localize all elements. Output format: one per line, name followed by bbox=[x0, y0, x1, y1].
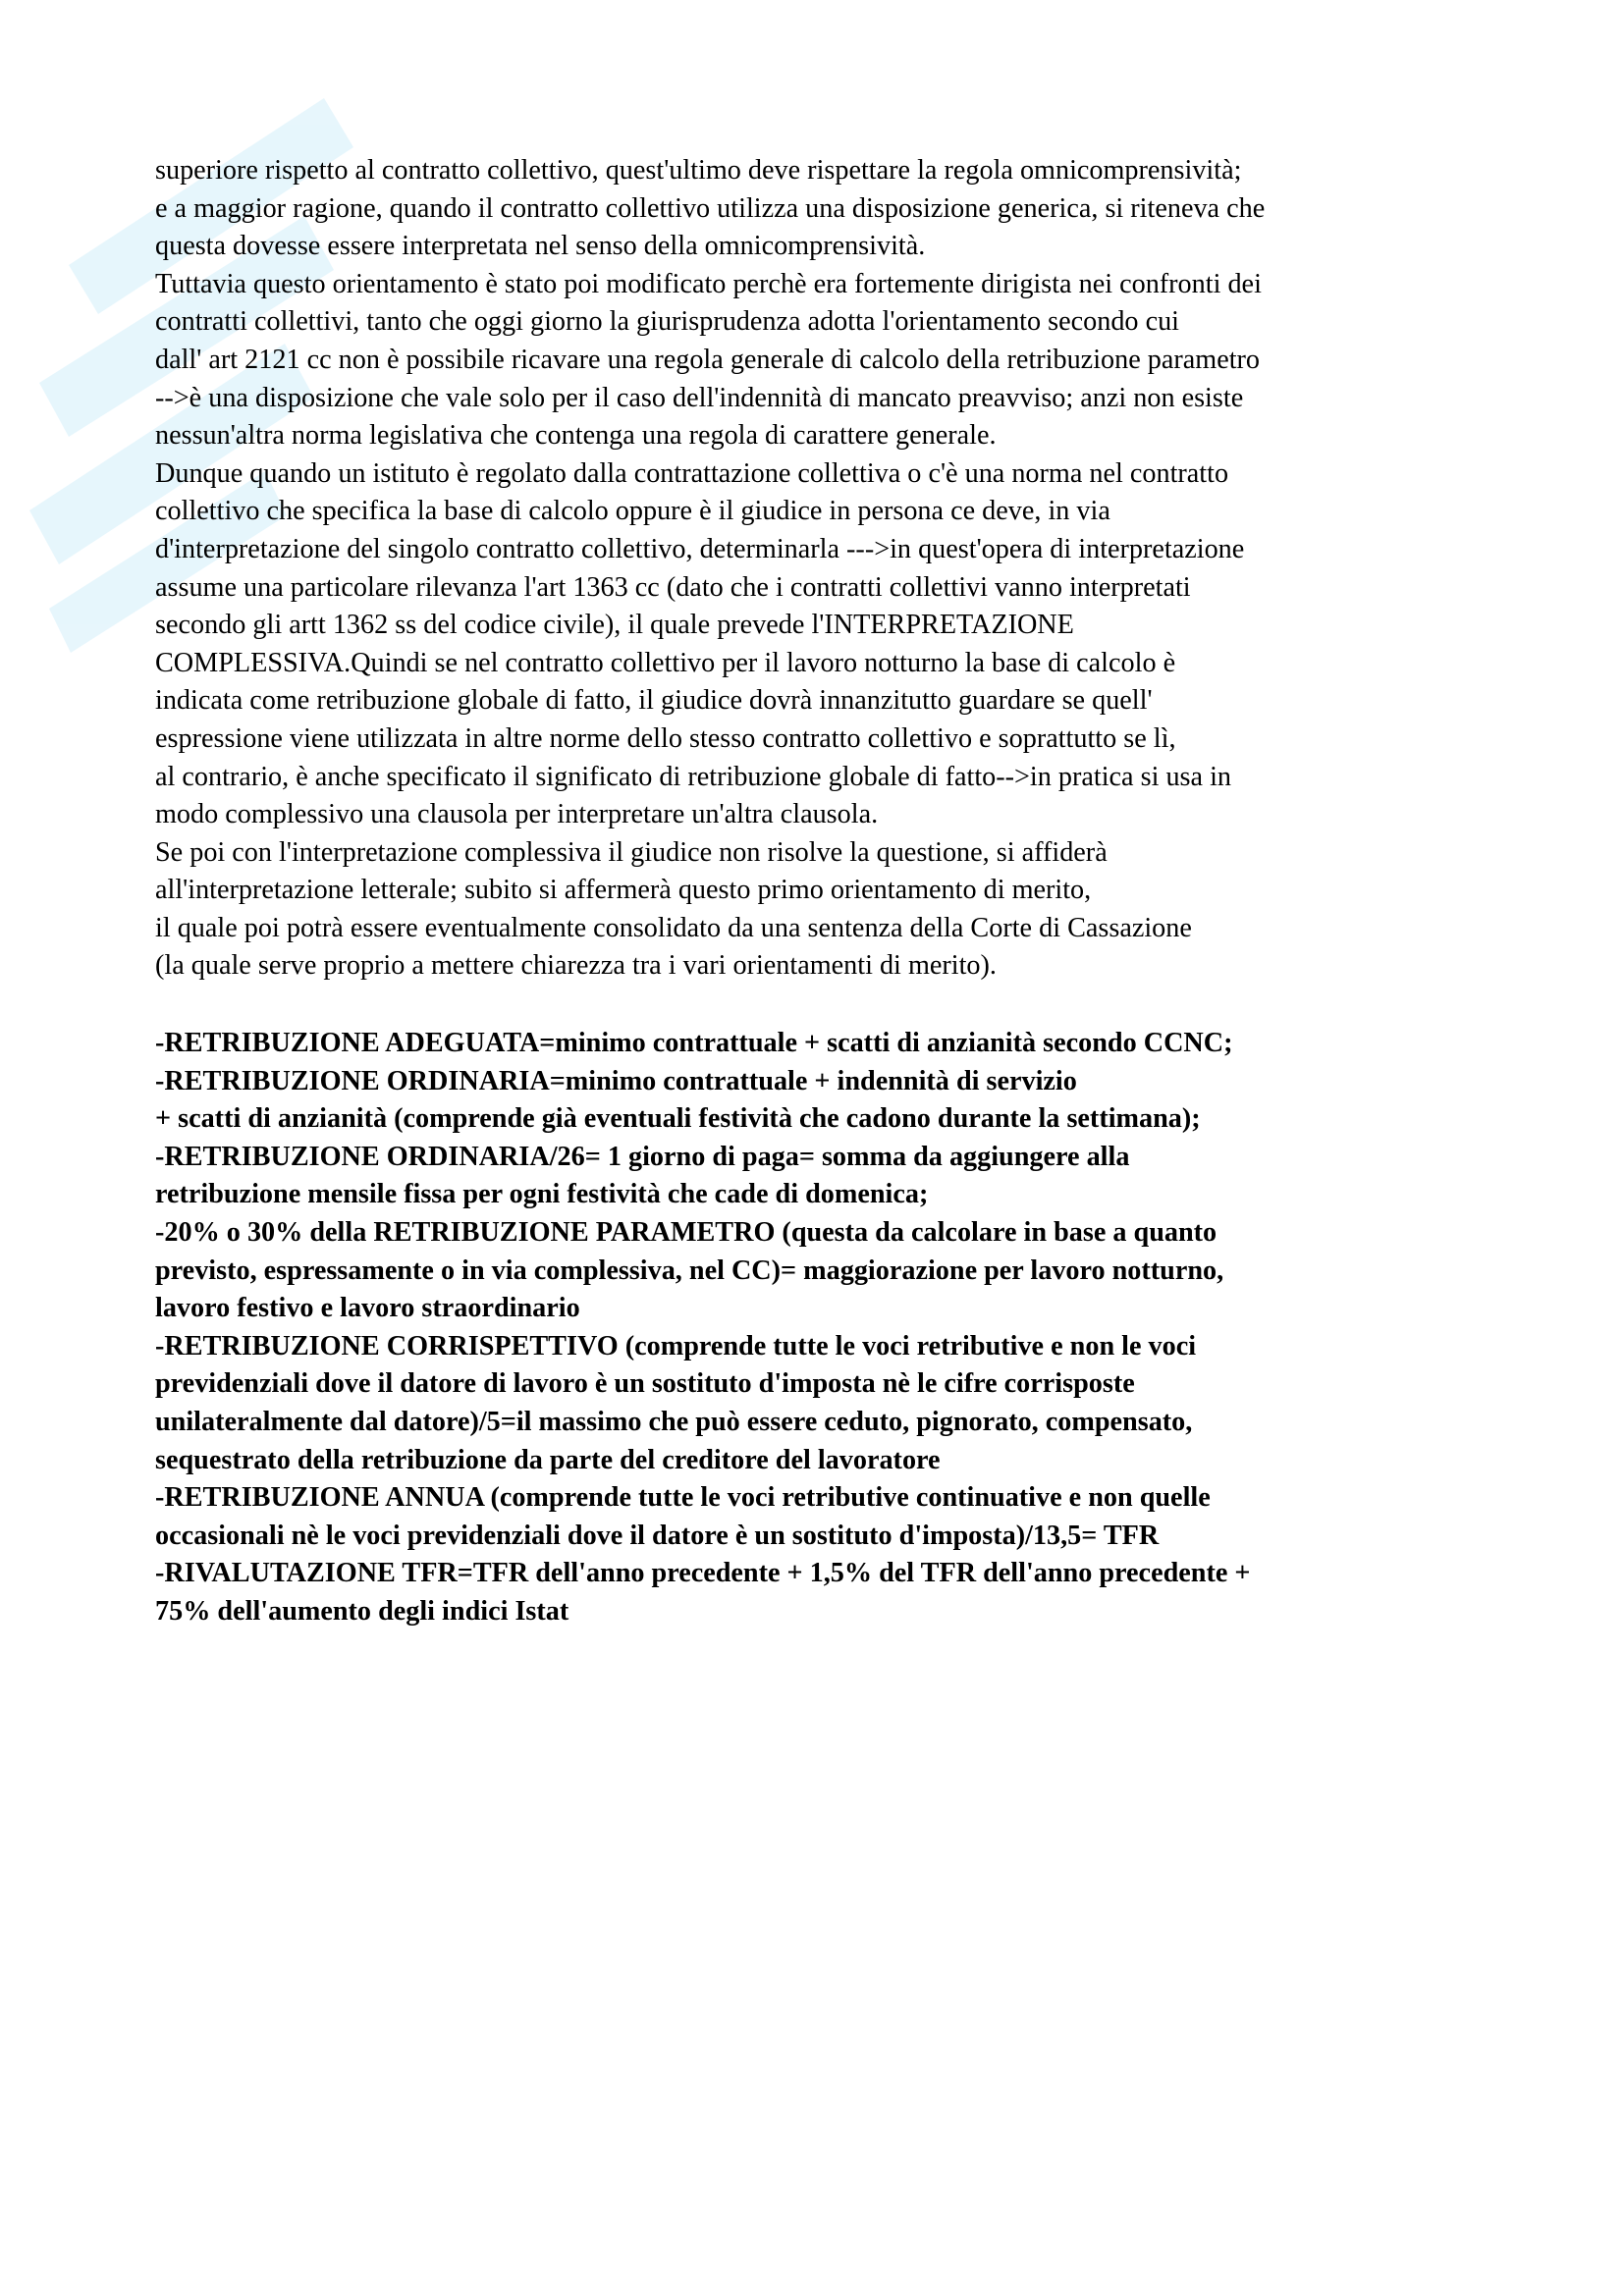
summary-line: unilateralmente dal datore)/5=il massimo che può essere ceduto, pignorato, compensato, bbox=[155, 1407, 1193, 1437]
paragraph-line: espressione viene utilizzata in altre norme dello stesso contratto collettivo e soprattutto se lì, bbox=[155, 722, 1176, 754]
paragraph-line: secondo gli artt 1362 ss del codice civile), il quale prevede l'INTERPRETAZIONE bbox=[155, 610, 1074, 641]
paragraph-line: assume una particolare rilevanza l'art 1363 cc (dato che i contratti collettivi vanno interpretati bbox=[155, 571, 1191, 603]
paragraph-line: Tuttavia questo orientamento è stato poi modificato perchè era fortemente dirigista nei confronti dei bbox=[155, 268, 1262, 299]
paragraph-line: all'interpretazione letterale; subito si affermerà questo primo orientamento di merito, bbox=[155, 875, 1092, 906]
summary-line: + scatti di anzianità (comprende già eventuali festività che cadono durante la settimana); bbox=[155, 1103, 1201, 1135]
paragraph-line: (la quale serve proprio a mettere chiarezza tra i vari orientamenti di merito). bbox=[155, 950, 997, 982]
paragraph-line: e a maggior ragione, quando il contratto collettivo utilizza una disposizione generica, si riteneva che bbox=[155, 192, 1266, 224]
paragraph-line: Se poi con l'interpretazione complessiva il giudice non risolve la questione, si affiderà bbox=[155, 836, 1108, 868]
summary-line: -RETRIBUZIONE CORRISPETTIVO (comprende tutte le voci retributive e non le voci bbox=[155, 1330, 1197, 1362]
summary-line: previdenziali dove il datore di lavoro è un sostituto d'imposta nè le cifre corrisposte bbox=[155, 1368, 1135, 1400]
summary-line: 75% dell'aumento degli indici Istat bbox=[155, 1595, 569, 1627]
summary-line: -RETRIBUZIONE ADEGUATA=minimo contrattuale + scatti di anzianità secondo CCNC; bbox=[155, 1028, 1233, 1059]
paragraph-line: il quale poi potrà essere eventualmente consolidato da una sentenza della Corte di Cassazione bbox=[155, 912, 1192, 943]
paragraph-line: al contrario, è anche specificato il significato di retribuzione globale di fatto-->in pratica si usa in bbox=[155, 761, 1232, 792]
summary-line: occasionali nè le voci previdenziali dove il datore è un sostituto d'imposta)/13,5= TFR bbox=[155, 1520, 1160, 1551]
paragraph-line: indicata come retribuzione globale di fatto, il giudice dovrà innanzitutto guardare se quell' bbox=[155, 685, 1153, 717]
summary-line: lavoro festivo e lavoro straordinario bbox=[155, 1293, 580, 1324]
summary-line: -20% o 30% della RETRIBUZIONE PARAMETRO (questa da calcolare in base a quanto bbox=[155, 1217, 1217, 1249]
paragraph-line: nessun'altra norma legislativa che contenga una regola di carattere generale. bbox=[155, 420, 997, 452]
summary-line: sequestrato della retribuzione da parte del creditore del lavoratore bbox=[155, 1444, 941, 1475]
paragraph-section bbox=[155, 152, 1530, 986]
paragraph-line: dall' art 2121 cc non è possibile ricavare una regola generale di calcolo della retribuzione parametro bbox=[155, 344, 1261, 375]
paragraph-line: questa dovesse essere interpretata nel senso della omnicomprensività. bbox=[155, 231, 926, 262]
summary-line: retribuzione mensile fissa per ogni festività che cade di domenica; bbox=[155, 1179, 929, 1210]
summary-line: previsto, espressamente o in via complessiva, nel CC)= maggiorazione per lavoro notturno, bbox=[155, 1255, 1224, 1286]
paragraph-line: Dunque quando un istituto è regolato dalla contrattazione collettiva o c'è una norma nel contratto bbox=[155, 457, 1229, 489]
summary-line: -RETRIBUZIONE ORDINARIA=minimo contrattuale + indennità di servizio bbox=[155, 1065, 1077, 1096]
summary-line: -RETRIBUZIONE ANNUA (comprende tutte le voci retributive continuative e non quelle bbox=[155, 1482, 1211, 1514]
paragraph-line: d'interpretazione del singolo contratto collettivo, determinarla --->in quest'opera di interpretazione bbox=[155, 533, 1245, 564]
section-spacer bbox=[155, 986, 1530, 1025]
summary-line: -RIVALUTAZIONE TFR=TFR dell'anno precedente + 1,5% del TFR dell'anno precedente + bbox=[155, 1558, 1251, 1589]
paragraph-line: collettivo che specifica la base di calcolo oppure è il giudice in persona ce deve, in via bbox=[155, 496, 1110, 527]
document-body bbox=[155, 152, 1530, 1631]
paragraph-line: COMPLESSIVA.Quindi se nel contratto collettivo per il lavoro notturno la base di calcolo è bbox=[155, 647, 1176, 678]
paragraph-line: modo complessivo una clausola per interpretare un'altra clausola. bbox=[155, 799, 879, 830]
paragraph-line: contratti collettivi, tanto che oggi giorno la giurisprudenza adotta l'orientamento secondo cui bbox=[155, 306, 1180, 338]
summary-line: -RETRIBUZIONE ORDINARIA/26= 1 giorno di paga= somma da aggiungere alla bbox=[155, 1141, 1130, 1172]
paragraph-line: -->è una disposizione che vale solo per il caso dell'indennità di mancato preavviso; anzi non esiste bbox=[155, 382, 1244, 413]
paragraph-line: superiore rispetto al contratto collettivo, quest'ultimo deve rispettare la regola omnicomprensività; bbox=[155, 155, 1242, 186]
summary-formulas-section bbox=[155, 1025, 1530, 1631]
